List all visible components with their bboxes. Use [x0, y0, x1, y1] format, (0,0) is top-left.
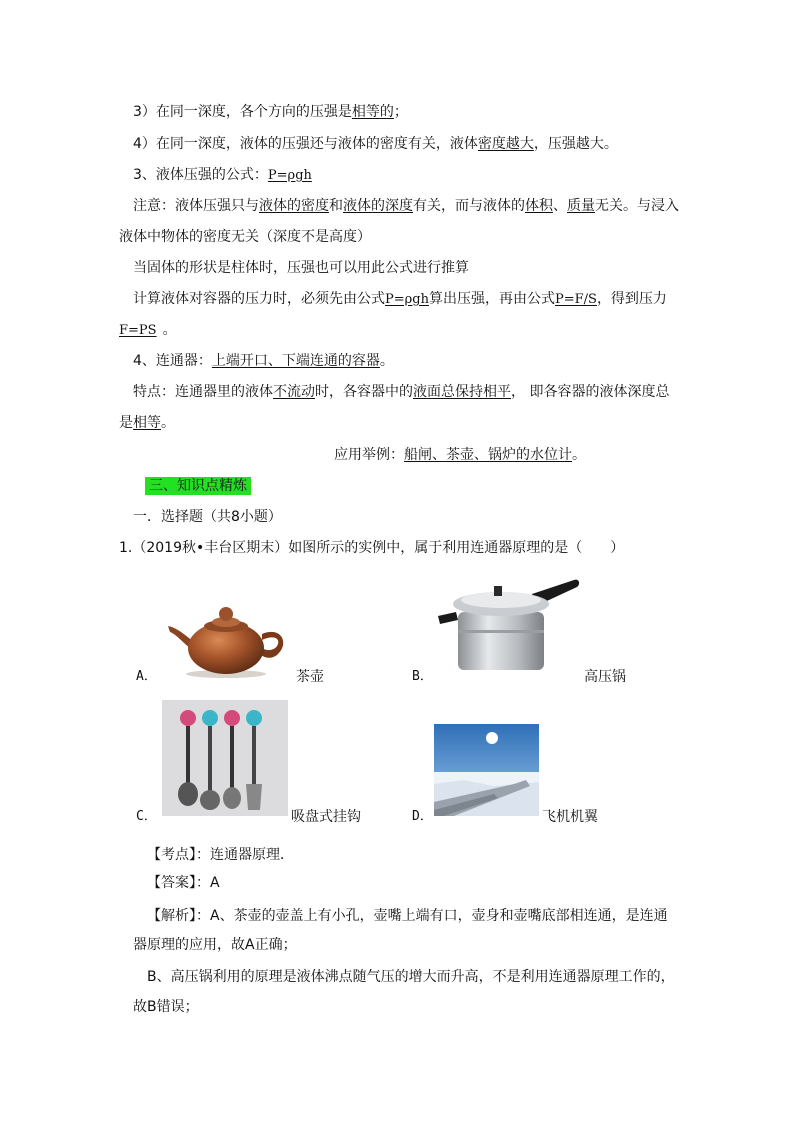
answer-label: 【答案】	[147, 875, 196, 891]
note-text: 无关。与浸入	[595, 198, 679, 214]
underlined-term: 体积	[525, 198, 553, 214]
answer-line	[147, 873, 220, 893]
pressure-cooker-image	[436, 572, 581, 676]
note-text: 、	[553, 198, 567, 214]
underlined-formula: P=F/S	[554, 292, 597, 307]
underlined-term: 液体的密度	[259, 198, 329, 214]
note-text: 算出压强，再由公式	[428, 291, 555, 307]
suction-hooks-image	[162, 700, 288, 816]
note-text: 3）在同一深度，各个方向的压强是	[133, 104, 352, 120]
note-text: ；	[393, 104, 408, 120]
airplane-wing-image	[434, 724, 539, 816]
note-text: 是	[119, 415, 133, 431]
underlined-term: 不流动	[273, 384, 315, 400]
note-text: 4、连通器：	[133, 353, 212, 369]
analysis-line-4: 故B错误；	[133, 999, 199, 1015]
airplane-wing-icon	[434, 724, 539, 816]
analysis-line-1	[147, 906, 668, 926]
note-caution-line-2: 液体中物体的密度无关（深度不是高度）	[119, 229, 371, 245]
note-text: 有关，而与液体的	[413, 198, 525, 214]
option-a-letter[interactable]: A．	[136, 669, 157, 684]
note-text: 计算液体对容器的压力时，必须先由公式	[133, 291, 385, 307]
underlined-term: 船闸、茶壶、锅炉的水位计	[404, 447, 572, 463]
note-text: ，得到压力	[596, 291, 667, 307]
underlined-term: 密度越大	[477, 136, 534, 152]
note-solid-line: 当固体的形状是柱体时，压强也可以用此公式进行推算	[133, 260, 469, 276]
option-d-letter[interactable]: D．	[412, 809, 433, 824]
underlined-formula: P=ρgh	[385, 292, 429, 307]
kaodian-value: ：连通器原理．	[196, 847, 294, 863]
kaodian-line	[147, 845, 294, 865]
suction-hook-icon	[162, 700, 288, 816]
answer-value: ：A	[196, 875, 220, 891]
feature-line-1	[133, 382, 669, 402]
underlined-term: 相等	[133, 415, 161, 431]
option-a-caption: 茶壶	[296, 669, 324, 685]
analysis-text: ：A、茶壶的壶盖上有小孔，壶嘴上端有口，壶身和壶嘴底部相连通，是连通	[196, 908, 668, 924]
note-text: 应用举例：	[334, 447, 404, 463]
note-text: ，压强越大。	[533, 136, 618, 152]
note-text: 注意：液体压强只与	[133, 198, 259, 214]
pressure-cooker-icon	[436, 572, 581, 676]
question-group-title: 一．选择题（共8小题）	[133, 509, 282, 525]
teapot-icon	[158, 592, 294, 682]
formula-value: P=ρgh	[267, 168, 312, 183]
note-text: 。	[161, 415, 175, 431]
section-heading	[145, 476, 251, 496]
option-c-caption: 吸盘式挂钩	[291, 809, 361, 825]
note-line-4	[133, 134, 618, 154]
kaodian-label: 【考点】	[147, 847, 196, 863]
connector-line	[133, 351, 394, 371]
option-b-letter[interactable]: B．	[412, 669, 433, 684]
underlined-term: 液面总保持相平	[413, 384, 511, 400]
analysis-line-3: B、高压锅利用的原理是液体沸点随气压的增大而升高，不是利用连通器原理工作的，	[147, 969, 675, 985]
examples-line	[334, 445, 586, 465]
note-text: 。	[572, 447, 586, 463]
note-caution-line-1	[133, 196, 679, 216]
analysis-line-2: 器原理的应用，故A正确；	[133, 937, 297, 953]
teapot-image	[158, 592, 294, 682]
note-text: 。	[379, 353, 394, 369]
option-c-letter[interactable]: C．	[136, 809, 157, 824]
underlined-term: 质量	[567, 198, 595, 214]
note-text: 特点：连通器里的液体	[133, 384, 273, 400]
note-text: 时，各容器中的	[315, 384, 413, 400]
formula-line	[133, 165, 312, 186]
question-stem: 1.（2019秋•丰台区期末）如图所示的实例中，属于利用连通器原理的是（ ）	[119, 540, 625, 556]
underlined-term: 上端开口、下端连通的容器	[211, 353, 380, 369]
formula-label: 3、液体压强的公式：	[133, 167, 268, 183]
underlined-term: 相等的	[351, 104, 394, 120]
feature-line-2	[119, 413, 175, 433]
note-text: 4）在同一深度，液体的压强还与液体的密度有关，液体	[133, 136, 478, 152]
note-line-3	[133, 102, 408, 122]
underlined-formula: F=PS	[119, 323, 157, 338]
note-text: ， 即各容器的液体深度总	[511, 384, 670, 400]
underlined-term: 液体的深度	[343, 198, 413, 214]
note-pressure-line-1	[133, 289, 667, 310]
option-b-caption: 高压锅	[584, 669, 626, 685]
note-text: 。	[162, 322, 177, 338]
note-text: 和	[329, 198, 343, 214]
note-pressure-line-2	[119, 320, 177, 341]
section-title: 三、知识点精炼	[145, 477, 251, 495]
analysis-label: 【解析】	[147, 908, 196, 924]
option-d-caption: 飞机机翼	[542, 809, 598, 825]
